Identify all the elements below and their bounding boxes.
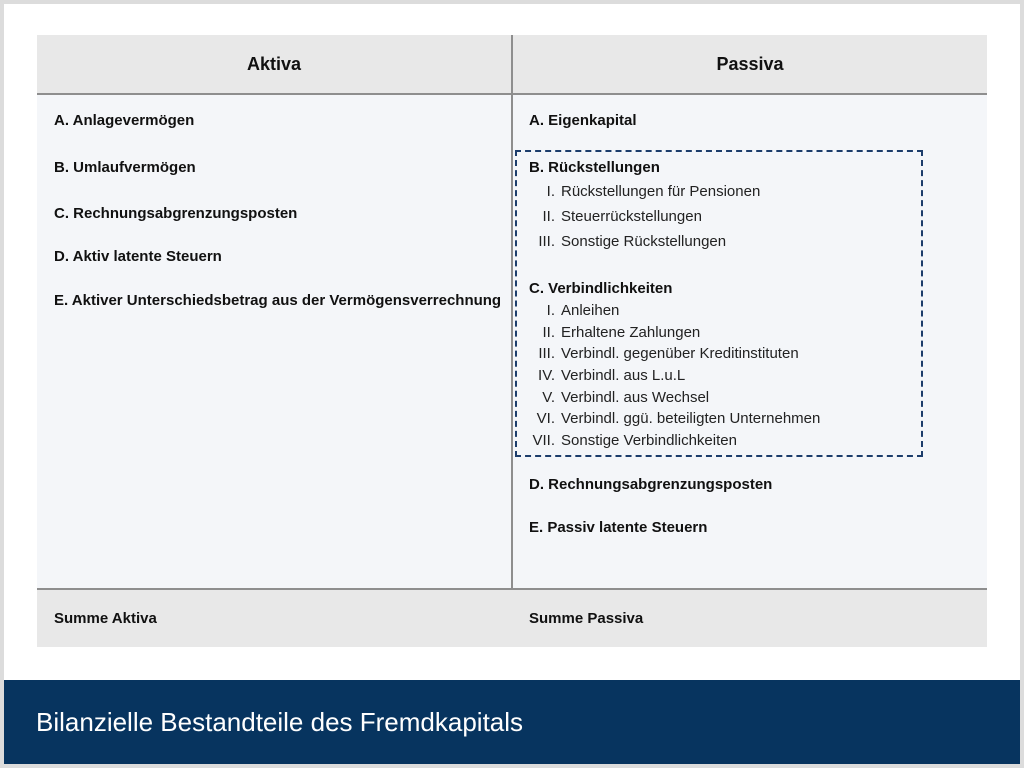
sub-item-label: Erhaltene Zahlungen (561, 324, 701, 341)
sub-item-number: I. (546, 302, 555, 319)
aktiva-item-d: D. Aktiv latente Steuern (54, 248, 222, 265)
sub-item-label: Verbindl. ggü. beteiligten Unternehmen (561, 410, 821, 427)
sub-item-label: Sonstige Verbindlichkeiten (561, 432, 737, 449)
balance-sheet-table (37, 35, 987, 647)
sub-item-number: VI. (536, 410, 555, 427)
aktiva-item-a: A. Anlagevermögen (54, 112, 195, 129)
sub-item-label: Rückstellungen für Pensionen (561, 183, 761, 200)
passiva-item-c: C. Verbindlichkeiten (529, 280, 673, 297)
sub-item-label: Steuerrückstellungen (561, 208, 702, 225)
passiva-item-a: A. Eigenkapital (529, 112, 637, 129)
sub-item-number: III. (538, 233, 555, 250)
passiva-item-e: E. Passiv latente Steuern (529, 519, 708, 536)
summe-aktiva: Summe Aktiva (54, 610, 157, 627)
passiva-item-d: D. Rechnungsabgrenzungsposten (529, 476, 773, 493)
sub-item-number: II. (542, 324, 555, 341)
sub-item-number: VII. (532, 432, 555, 449)
sub-item-number: III. (538, 345, 555, 362)
aktiva-item-e: E. Aktiver Unterschiedsbetrag aus der Vermögensverrechnung (54, 292, 502, 309)
sub-item-number: V. (542, 389, 555, 406)
sub-item-number: IV. (538, 367, 555, 384)
sub-item-label: Verbindl. aus Wechsel (561, 389, 710, 406)
sum-row (37, 590, 987, 647)
sub-item-number: I. (546, 183, 555, 200)
sub-item-label: Anleihen (561, 302, 620, 319)
column-divider (511, 35, 513, 589)
sub-item-label: Verbindl. aus L.u.L (561, 367, 686, 384)
sub-item-label: Verbindl. gegenüber Kreditinstituten (561, 345, 799, 362)
aktiva-item-b: B. Umlaufvermögen (54, 159, 196, 176)
header-passiva: Passiva (513, 35, 987, 93)
summe-passiva: Summe Passiva (529, 610, 644, 627)
passiva-item-b: B. Rückstellungen (529, 159, 660, 176)
aktiva-item-c: C. Rechnungsabgrenzungsposten (54, 205, 298, 222)
sub-item-number: II. (542, 208, 555, 225)
header-aktiva: Aktiva (37, 35, 511, 93)
sub-item-label: Sonstige Rückstellungen (561, 233, 727, 250)
banner-title: Bilanzielle Bestandteile des Fremdkapitals (36, 707, 524, 737)
title-banner (4, 680, 1020, 764)
